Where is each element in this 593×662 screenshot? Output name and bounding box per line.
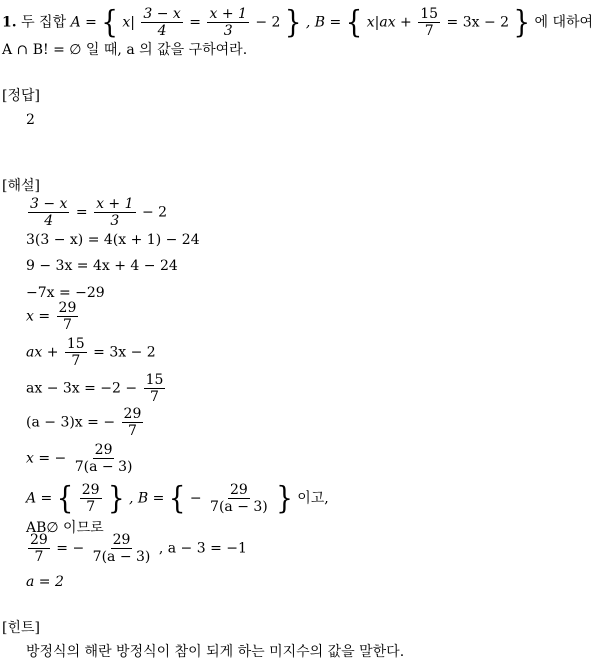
set-a-lhs: A = (71, 15, 102, 31)
step1-frac2-num: x + 1 (94, 196, 135, 213)
hint-text: 방정식의 해란 방정식이 참이 되게 하는 미지수의 값을 말한다. (26, 642, 404, 662)
step1-frac2 (94, 196, 135, 229)
step9-frac-den: 7(a − 3) (73, 459, 135, 475)
set-a-frac1-num: 3 − x (141, 6, 182, 23)
explanation-step-13: a = 2 (26, 572, 64, 592)
step5-frac-den: 7 (61, 317, 74, 333)
step7-frac-den: 7 (148, 389, 161, 405)
step1-frac2-den: 3 (108, 213, 121, 229)
step8-lhs: (a − 3)x = − (26, 415, 115, 431)
step10-end: 이고, (297, 491, 329, 507)
explanation-step-3: 9 − 3x = 4x + 4 − 24 (26, 256, 178, 276)
step10-a-frac (80, 482, 102, 515)
set-a-frac2 (207, 6, 248, 39)
step8-frac-den: 7 (126, 423, 139, 439)
explanation-step-9 (26, 442, 136, 475)
problem-intro: 두 집합 (21, 15, 66, 31)
step12-frac1-den: 7 (32, 549, 45, 565)
explanation-step-7 (26, 372, 167, 405)
step5-frac-num: 29 (57, 300, 79, 317)
answer-label: [정답] (2, 86, 40, 106)
set-a-close-brace: } (285, 11, 302, 35)
problem-number: 1. (2, 15, 17, 31)
step8-frac-num: 29 (122, 406, 144, 423)
step6-lhs: ax + (26, 345, 63, 361)
step10-b-open-brace: { (169, 487, 186, 511)
explanation-step-2: 3(3 − x) = 4(x + 1) − 24 (26, 230, 200, 250)
step6-frac (65, 336, 87, 369)
set-b-var: x|ax + (367, 15, 417, 31)
problem-line-1 (2, 6, 593, 39)
set-b-close-brace: } (514, 11, 531, 35)
explanation-step-10 (26, 482, 329, 515)
step9-frac (73, 442, 135, 475)
set-a-eq: = (189, 15, 205, 31)
hint-label: [힌트] (2, 618, 40, 638)
step1-tail: − 2 (142, 205, 167, 221)
step12-frac2 (91, 532, 153, 565)
step6-tail: = 3x − 2 (93, 345, 156, 361)
step12-frac1 (28, 532, 50, 565)
step10-a-lhs: A = (26, 491, 57, 507)
set-b-open-brace: { (346, 11, 363, 35)
step6-frac-num: 15 (65, 336, 87, 353)
explanation-step-5 (26, 300, 80, 333)
step1-eq: = (76, 205, 92, 221)
explanation-label: [해설] (2, 176, 40, 196)
problem-intro-end: 에 대하여 (535, 15, 593, 31)
set-a-frac1-den: 4 (156, 23, 169, 39)
step7-lhs: ax − 3x = −2 − (26, 381, 142, 397)
step10-b-minus: − (190, 491, 202, 507)
step1-frac1 (28, 196, 69, 229)
step10-a-frac-den: 7 (84, 499, 97, 515)
set-b-tail: = 3x − 2 (447, 15, 510, 31)
problem-line-2: A ∩ B! = ∅ 일 때, a 의 값을 구하여라. (2, 40, 247, 60)
set-b-lhs: , B = (306, 15, 346, 31)
step5-frac (57, 300, 79, 333)
set-a-frac2-num: x + 1 (207, 6, 248, 23)
step12-frac1-num: 29 (28, 532, 50, 549)
step8-frac (122, 406, 144, 439)
answer-value: 2 (26, 110, 35, 130)
set-a-frac2-den: 3 (222, 23, 235, 39)
step9-frac-num: 29 (93, 442, 115, 459)
set-a-open-brace: { (101, 11, 118, 35)
explanation-step-1 (26, 196, 167, 229)
explanation-step-4: −7x = −29 (26, 283, 105, 303)
step10-b-frac (208, 482, 270, 515)
set-a-var: x| (122, 15, 135, 31)
step12-frac2-num: 29 (111, 532, 133, 549)
explanation-step-11: AB∅ 이므로 (26, 518, 104, 538)
step9-lhs: x = − (26, 451, 66, 467)
set-a-frac1 (141, 6, 182, 39)
step1-frac1-num: 3 − x (28, 196, 69, 213)
step10-a-frac-num: 29 (80, 482, 102, 499)
step10-a-open-brace: { (57, 487, 74, 511)
step12-frac2-den: 7(a − 3) (91, 549, 153, 565)
step10-a-close-brace: } (108, 487, 125, 511)
step1-frac1-den: 4 (42, 213, 55, 229)
set-a-tail: − 2 (255, 15, 280, 31)
set-b-frac-den: 7 (423, 23, 436, 39)
step10-b-frac-den: 7(a − 3) (208, 499, 270, 515)
step12-eq: = − (56, 541, 84, 557)
step12-tail: , a − 3 = −1 (159, 541, 247, 557)
explanation-step-6 (26, 336, 156, 369)
step10-b-frac-num: 29 (228, 482, 250, 499)
set-b-frac (418, 6, 440, 39)
explanation-step-12 (26, 532, 247, 565)
step6-frac-den: 7 (69, 353, 82, 369)
step7-frac (144, 372, 166, 405)
step10-b-close-brace: } (276, 487, 293, 511)
explanation-step-8 (26, 406, 145, 439)
step7-frac-num: 15 (144, 372, 166, 389)
step10-b-lhs: , B = (129, 491, 169, 507)
set-b-frac-num: 15 (418, 6, 440, 23)
step5-lhs: x = (26, 309, 55, 325)
